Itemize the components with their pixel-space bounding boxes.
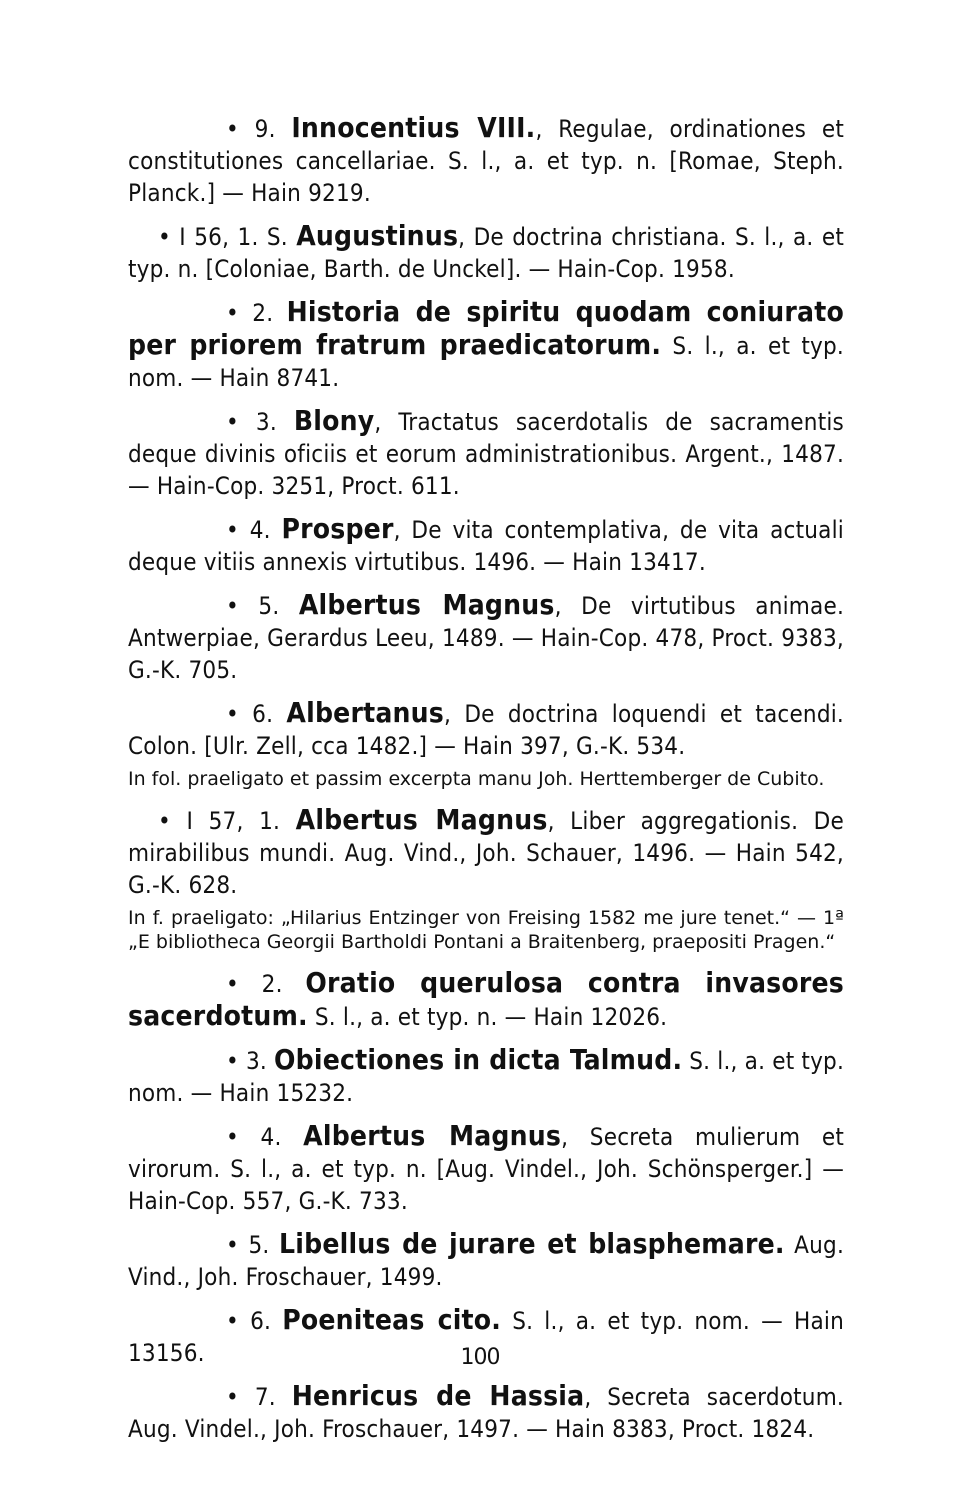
catalogue-page [128,112,844,1456]
entry-title: Blony [293,404,375,437]
catalogue-entry [128,1044,844,1109]
catalogue-entry [128,513,844,578]
entry-number: • I 56, 1. S. [158,223,297,251]
entry-title: Prosper [281,512,394,545]
entry-body: , De doctrina loquendi et tacendi. Colon. [Ulr. Zell, cca 1482.] — Hain 397, G.-K. 534. [128,700,844,760]
entry-number: • 3. [226,1047,275,1075]
entry-body: Aug. Vind., Joh. Froschauer, 1499. [128,1231,845,1291]
entry-number: • 7. [226,1383,292,1411]
catalogue-entry [128,112,844,209]
entry-body: , Secreta sacerdotum. Aug. Vindel., Joh. Froschauer, 1497. — Hain 8383, Proct. 1824. [128,1383,844,1443]
entry-number: • 6. [226,1307,283,1335]
catalogue-entry [128,967,844,1033]
entry-body: S. l., a. et typ. n. — Hain 12026. [307,1003,668,1031]
entry-number: • 3. [226,408,294,436]
catalogue-entry [128,405,844,502]
entry-title: Oratio querulosa contra invasores sacerdotum. [128,966,844,1032]
provenance-note: In fol. praeligato et passim excerpta manu Joh. Herttemberger de Cubito. [128,768,825,790]
catalogue-entry [128,804,844,901]
catalogue-entry [128,1380,844,1445]
entry-body: , De doctrina christiana. S. l., a. et typ. n. [Coloniae, Barth. de Unckel]. — Hain-Cop. 1958. [128,223,844,283]
entry-body: S. l., a. et typ. nom. — Hain 8741. [128,332,844,392]
provenance-note: In f. praeligato: „Hilarius Entzinger von Freising 1582 me jure tenet.“ — 1ª „E bibliotheca Georgii Bartholdi Pontani a Braitenberg, praepositi Pragen.“ [128,907,844,953]
entry-body: S. l., a. et typ. nom. — Hain 13156. [128,1307,844,1367]
entry-number: • I 57, 1. [158,807,296,835]
entry-title: Obiectiones in dicta Talmud. [274,1043,683,1076]
entry-body: , De vita contemplativa, de vita actuali deque vitiis annexis virtutibus. 1496. — Hain 13417. [128,516,844,576]
entry-title: Albertus Magnus [303,1119,562,1152]
entry-body: , Regulae, ordinationes et constitutiones cancellariae. S. l., a. et typ. n. [Romae, Steph. Planck.] — Hain 9219. [128,115,844,207]
entry-body: , Tractatus sacerdotalis de sacramentis deque divinis oficiis et eorum administrationibus. Argent., 1487. — Hain-Cop. 3251, Proct. 611. [128,408,844,500]
catalogue-entry [128,697,844,762]
entry-title: Albertus Magnus [295,803,548,836]
entry-number: • 5. [226,1231,280,1259]
catalogue-entry [128,1120,844,1217]
page-number: 100 [460,1345,500,1370]
entry-title: Libellus de jurare et blasphemare. [279,1227,785,1260]
entry-body: , Liber aggregationis. De mirabilibus mundi. Aug. Vind., Joh. Schauer, 1496. — Hain 542, G.-K. 628. [128,807,844,899]
entry-title: Henricus de Hassia [291,1379,585,1412]
entry-number: • 2. [226,299,287,327]
entry-body: S. l., a. et typ. nom. — Hain 15232. [128,1047,845,1107]
entry-number: • 5. [226,592,299,620]
entry-number: • 9. [226,115,292,143]
entry-number: • 4. [226,516,282,544]
entry-title: Albertus Magnus [298,588,555,621]
entry-title: Albertanus [286,696,445,729]
catalogue-entry [128,296,844,394]
entry-body: , Secreta mulierum et virorum. S. l., a. et typ. n. [Aug. Vindel., Joh. Schönsperger.] — Hain-Cop. 557, G.-K. 733. [128,1123,844,1215]
entry-title: Innocentius VIII. [291,111,536,144]
entry-title: Poeniteas cito. [282,1303,502,1336]
catalogue-entry [128,1228,844,1293]
entry-title: Historia de spiritu quodam coniurato per priorem fratrum praedicatorum. [128,295,844,361]
entry-body: , De virtutibus animae. Antwerpiae, Gerardus Leeu, 1489. — Hain-Cop. 478, Proct. 9383, G.-K. 705. [128,592,844,684]
entry-number: • 2. [226,970,306,998]
entry-number: • 6. [226,700,287,728]
catalogue-entry [128,220,844,285]
entry-number: • 4. [226,1123,304,1151]
catalogue-entry [128,589,844,686]
entry-title: Augustinus [296,219,459,252]
